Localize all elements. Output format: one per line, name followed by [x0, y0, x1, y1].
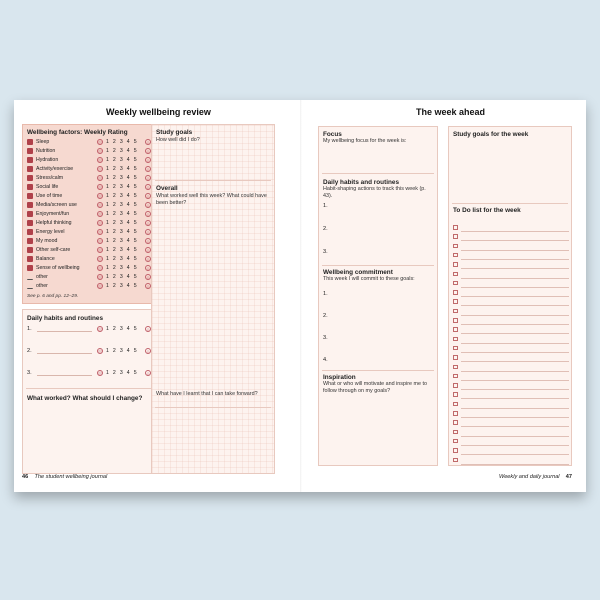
rating-scale[interactable]: 1 2 3 4 5: [106, 157, 138, 163]
factors-title: Wellbeing factors: Weekly Rating: [27, 129, 128, 136]
todo-item[interactable]: [453, 271, 569, 280]
food-icon: [27, 148, 33, 154]
todo-item[interactable]: [453, 345, 569, 354]
brain-icon: [27, 220, 33, 226]
heart-icon: [27, 238, 33, 244]
rating-scale[interactable]: 1 2 3 4 5: [106, 148, 138, 154]
right-page-title: The week ahead: [416, 107, 486, 117]
todo-write-line[interactable]: [461, 240, 569, 241]
smile-icon: [27, 211, 33, 217]
factor-row: [27, 175, 151, 183]
habit-write-line[interactable]: [37, 375, 92, 376]
right-page-number: 47: [565, 474, 572, 480]
factor-row: [27, 283, 151, 291]
todo-item[interactable]: [453, 364, 569, 373]
checkbox-icon[interactable]: [453, 272, 458, 277]
numbered-item: 1.: [323, 203, 328, 209]
todo-item[interactable]: [453, 438, 569, 447]
runner-icon: [27, 166, 33, 172]
hands-icon: [27, 247, 33, 253]
habit-row: [27, 370, 151, 378]
numbered-item: 1.: [323, 291, 328, 297]
habits-title: Daily habits and routines: [27, 315, 103, 322]
happy-face-icon: ☺: [146, 349, 151, 354]
sad-face-icon: ☹: [98, 275, 103, 280]
study-goals-title: Study goals: [156, 129, 193, 136]
todo-write-line[interactable]: [461, 380, 569, 381]
rating-scale[interactable]: 1 2 3 4 5: [106, 247, 138, 253]
checkbox-icon[interactable]: [453, 411, 458, 416]
habits-right-divider: [322, 265, 434, 266]
checkbox-icon[interactable]: [453, 234, 458, 239]
checkbox-icon[interactable]: [453, 290, 458, 295]
checkbox-icon[interactable]: [453, 281, 458, 286]
todo-write-line[interactable]: [461, 464, 569, 465]
sad-face-icon: ☹: [98, 221, 103, 226]
focus-title: Focus: [323, 131, 342, 138]
checkbox-icon[interactable]: [453, 420, 458, 425]
todo-write-line[interactable]: [461, 343, 569, 344]
daily-habits-box: [22, 309, 158, 474]
rating-scale[interactable]: 1 2 3 4 5: [106, 370, 138, 376]
lightning-icon: [27, 229, 33, 235]
happy-face-icon: ☺: [146, 327, 151, 332]
factor-row: [27, 166, 151, 174]
todo-write-line[interactable]: [461, 417, 569, 418]
checkbox-icon[interactable]: [453, 262, 458, 267]
factor-label: Sense of wellbeing: [36, 265, 80, 271]
sad-face-icon: ☹: [98, 284, 103, 289]
todo-item[interactable]: [453, 326, 569, 335]
habit-row: [27, 348, 151, 356]
study-goals-question: How well did I do?: [156, 137, 200, 143]
commitment-divider: [322, 370, 434, 371]
right-footer-title: Weekly and daily journal: [499, 474, 560, 480]
forward-divider: [155, 407, 271, 408]
sad-face-icon: ☹: [98, 349, 103, 354]
happy-face-icon: ☺: [146, 185, 151, 190]
checkbox-icon[interactable]: [453, 355, 458, 360]
habit-number: 1.: [27, 326, 32, 332]
clock-icon: [27, 193, 33, 199]
focus-divider: [322, 173, 434, 174]
factor-row: [27, 220, 151, 228]
factor-label: Balance: [36, 256, 55, 262]
factor-label: Helpful thinking: [36, 220, 72, 226]
numbered-item: 3.: [323, 335, 328, 341]
checkbox-icon[interactable]: [453, 439, 458, 444]
sad-face-icon: ☹: [98, 149, 103, 154]
checkbox-icon[interactable]: [453, 253, 458, 258]
habit-number: 2.: [27, 348, 32, 354]
checkbox-icon[interactable]: [453, 327, 458, 332]
checkbox-icon[interactable]: [453, 448, 458, 453]
todo-item[interactable]: [453, 401, 569, 410]
checkbox-icon[interactable]: [453, 392, 458, 397]
checkbox-icon[interactable]: [453, 337, 458, 342]
sad-face-icon: ☹: [98, 185, 103, 190]
checkbox-icon[interactable]: [453, 309, 458, 314]
wellbeing-factors-box: [22, 124, 158, 304]
rating-scale[interactable]: 1 2 3 4 5: [106, 193, 138, 199]
factors-note: See p. 6 and pp. 12–29.: [27, 294, 79, 299]
week-ahead-box: [318, 126, 438, 466]
checkbox-icon[interactable]: [453, 318, 458, 323]
happy-face-icon: ☺: [146, 221, 151, 226]
changes-title: What worked? What should I change?: [27, 395, 143, 402]
todo-item[interactable]: [453, 429, 569, 438]
factor-row: [27, 274, 151, 282]
checkbox-icon[interactable]: [453, 383, 458, 388]
checkbox-icon[interactable]: [453, 244, 458, 249]
factor-label: Other self-care: [36, 247, 71, 253]
checkbox-icon[interactable]: [453, 430, 458, 435]
todo-write-line[interactable]: [461, 371, 569, 372]
balance-icon: [27, 256, 33, 262]
factor-label: Media/screen use: [36, 202, 77, 208]
book-gutter: [300, 100, 302, 492]
habits-divider: [26, 388, 154, 389]
rating-scale[interactable]: 1 2 3 4 5: [106, 175, 138, 181]
factor-label: Activity/exercise: [36, 166, 74, 172]
todo-title: To Do list for the week: [453, 207, 521, 214]
factor-label: other: [36, 283, 48, 289]
todo-item[interactable]: [453, 280, 569, 289]
todo-item[interactable]: [453, 457, 569, 466]
todo-write-line[interactable]: [461, 315, 569, 316]
factor-row: [27, 157, 151, 165]
left-page-number: 46: [22, 474, 29, 480]
factor-row: [27, 256, 151, 264]
sad-face-icon: ☹: [98, 194, 103, 199]
todo-write-line[interactable]: [461, 268, 569, 269]
todo-item[interactable]: [453, 419, 569, 428]
todo-write-line[interactable]: [461, 305, 569, 306]
happy-face-icon: ☺: [146, 230, 151, 235]
journal-spread: [14, 100, 586, 492]
todo-item[interactable]: [453, 391, 569, 400]
habit-write-line[interactable]: [37, 331, 92, 332]
rating-scale[interactable]: 1 2 3 4 5: [106, 274, 138, 280]
happy-face-icon: ☺: [146, 212, 151, 217]
happy-face-icon: ☺: [146, 149, 151, 154]
rating-scale[interactable]: 1 2 3 4 5: [106, 220, 138, 226]
right-habits-question: Habit-shaping actions to track this week (p. 43).: [323, 186, 426, 199]
factor-label: Nutrition: [36, 148, 56, 154]
study-goals-week-box: [448, 126, 572, 466]
happy-face-icon: ☺: [146, 266, 151, 271]
happy-face-icon: ☺: [146, 257, 151, 262]
todo-item[interactable]: [453, 317, 569, 326]
rating-scale[interactable]: 1 2 3 4 5: [106, 184, 138, 190]
todo-write-line[interactable]: [461, 324, 569, 325]
factor-row: [27, 211, 151, 219]
sad-face-icon: ☹: [98, 140, 103, 145]
factor-row: [27, 265, 151, 273]
checkbox-icon[interactable]: [453, 346, 458, 351]
study-goals-week-title: Study goals for the week: [453, 131, 529, 138]
todo-write-line[interactable]: [461, 454, 569, 455]
todo-write-line[interactable]: [461, 333, 569, 334]
todo-write-line[interactable]: [461, 426, 569, 427]
factor-row: [27, 184, 151, 192]
todo-item[interactable]: [453, 252, 569, 261]
rating-scale[interactable]: 1 2 3 4 5: [106, 202, 138, 208]
factor-row: [27, 202, 151, 210]
todo-write-line[interactable]: [461, 259, 569, 260]
todo-write-line[interactable]: [461, 445, 569, 446]
happy-face-icon: ☺: [146, 239, 151, 244]
factor-label: Hydration: [36, 157, 59, 163]
rating-scale[interactable]: 1 2 3 4 5: [106, 166, 138, 172]
overall-question: What worked well this week? What could have been better?: [156, 193, 267, 206]
overall-title: Overall: [156, 185, 178, 192]
factor-row: [27, 229, 151, 237]
commitment-question: This week I will commit to these goals:: [323, 276, 415, 282]
rating-scale[interactable]: 1 2 3 4 5: [106, 229, 138, 235]
sad-face-icon: ☹: [98, 257, 103, 262]
todo-write-line[interactable]: [461, 352, 569, 353]
todo-write-line[interactable]: [461, 436, 569, 437]
factor-label: other: [36, 274, 48, 280]
inspiration-title: Inspiration: [323, 374, 356, 381]
todo-item[interactable]: [453, 289, 569, 298]
rating-scale[interactable]: 1 2 3 4 5: [106, 256, 138, 262]
numbered-item: 3.: [323, 249, 328, 255]
todo-write-line[interactable]: [461, 287, 569, 288]
numbered-item: 4.: [323, 357, 328, 363]
sad-face-icon: ☹: [98, 203, 103, 208]
todo-item[interactable]: [453, 382, 569, 391]
sad-face-icon: ☹: [98, 212, 103, 217]
rating-scale[interactable]: 1 2 3 4 5: [106, 139, 138, 145]
happy-face-icon: ☺: [146, 158, 151, 163]
habit-row: [27, 326, 151, 334]
todo-item[interactable]: [453, 373, 569, 382]
checkbox-icon[interactable]: [453, 365, 458, 370]
rating-scale[interactable]: 1 2 3 4 5: [106, 238, 138, 244]
right-habits-title: Daily habits and routines: [323, 179, 399, 186]
todo-item[interactable]: [453, 447, 569, 456]
right-footer: [499, 474, 572, 480]
rating-scale[interactable]: 1 2 3 4 5: [106, 283, 138, 289]
study-goals-review-box: [151, 124, 275, 474]
sad-face-icon: ☹: [98, 230, 103, 235]
todo-write-line[interactable]: [461, 398, 569, 399]
sad-face-icon: ☹: [98, 239, 103, 244]
meditation-icon: [27, 175, 33, 181]
factor-label: Social life: [36, 184, 59, 190]
todo-item[interactable]: [453, 224, 569, 233]
sad-face-icon: ☹: [98, 248, 103, 253]
left-page-title: Weekly wellbeing review: [106, 107, 211, 117]
sad-face-icon: ☹: [98, 327, 103, 332]
todo-write-line[interactable]: [461, 389, 569, 390]
left-footer-title: The student wellbeing journal: [34, 474, 108, 480]
checkbox-icon[interactable]: [453, 225, 458, 230]
todo-write-line[interactable]: [461, 250, 569, 251]
happy-face-icon: ☺: [146, 140, 151, 145]
sun-icon: [27, 265, 33, 271]
factor-row: [27, 193, 151, 201]
blank-line: [27, 283, 33, 289]
factor-row: [27, 139, 151, 147]
todo-item[interactable]: [453, 336, 569, 345]
factor-label: Enjoyment/fun: [36, 211, 70, 217]
sad-face-icon: ☹: [98, 176, 103, 181]
sad-face-icon: ☹: [98, 167, 103, 172]
rating-scale[interactable]: 1 2 3 4 5: [106, 326, 138, 332]
sad-face-icon: ☹: [98, 266, 103, 271]
numbered-item: 2.: [323, 226, 328, 232]
rating-scale[interactable]: 1 2 3 4 5: [106, 265, 138, 271]
habit-write-line[interactable]: [37, 353, 92, 354]
inspiration-question: What or who will motivate and inspire me to follow through on my goals?: [323, 381, 427, 394]
left-footer: [22, 474, 107, 480]
factor-label: Stress/calm: [36, 175, 64, 181]
todo-item[interactable]: [453, 233, 569, 242]
phone-icon: [27, 202, 33, 208]
todo-write-line[interactable]: [461, 296, 569, 297]
happy-face-icon: ☺: [146, 275, 151, 280]
habit-number: 3.: [27, 370, 32, 376]
overall-divider: [155, 180, 271, 181]
todo-divider: [452, 203, 568, 204]
checkbox-icon[interactable]: [453, 458, 458, 463]
factor-row: [27, 238, 151, 246]
todo-item[interactable]: [453, 243, 569, 252]
todo-item[interactable]: [453, 261, 569, 270]
focus-question: My wellbeing focus for the week is:: [323, 138, 407, 144]
checkbox-icon[interactable]: [453, 299, 458, 304]
todo-item[interactable]: [453, 354, 569, 363]
checkbox-icon[interactable]: [453, 402, 458, 407]
happy-face-icon: ☺: [146, 194, 151, 199]
todo-write-line[interactable]: [461, 231, 569, 232]
sad-face-icon: ☹: [98, 158, 103, 163]
happy-face-icon: ☺: [146, 203, 151, 208]
todo-item[interactable]: [453, 308, 569, 317]
todo-item[interactable]: [453, 298, 569, 307]
numbered-item: 2.: [323, 313, 328, 319]
people-icon: [27, 184, 33, 190]
rating-scale[interactable]: 1 2 3 4 5: [106, 348, 138, 354]
rating-scale[interactable]: 1 2 3 4 5: [106, 211, 138, 217]
forward-question: What have I learnt that I can take forward?: [156, 391, 258, 397]
todo-write-line[interactable]: [461, 278, 569, 279]
happy-face-icon: ☺: [146, 248, 151, 253]
factor-row: [27, 247, 151, 255]
happy-face-icon: ☺: [146, 371, 151, 376]
todo-write-line[interactable]: [461, 361, 569, 362]
water-drop-icon: [27, 157, 33, 163]
happy-face-icon: ☺: [146, 167, 151, 172]
todo-write-line[interactable]: [461, 408, 569, 409]
factor-row: [27, 148, 151, 156]
happy-face-icon: ☺: [146, 176, 151, 181]
checkbox-icon[interactable]: [453, 374, 458, 379]
blank-line: [27, 274, 33, 280]
factor-label: Energy level: [36, 229, 65, 235]
factor-label: Use of time: [36, 193, 63, 199]
todo-item[interactable]: [453, 410, 569, 419]
factor-label: My mood: [36, 238, 58, 244]
sad-face-icon: ☹: [98, 371, 103, 376]
happy-face-icon: ☺: [146, 284, 151, 289]
factor-label: Sleep: [36, 139, 50, 145]
commitment-title: Wellbeing commitment: [323, 269, 393, 276]
bed-icon: [27, 139, 33, 145]
